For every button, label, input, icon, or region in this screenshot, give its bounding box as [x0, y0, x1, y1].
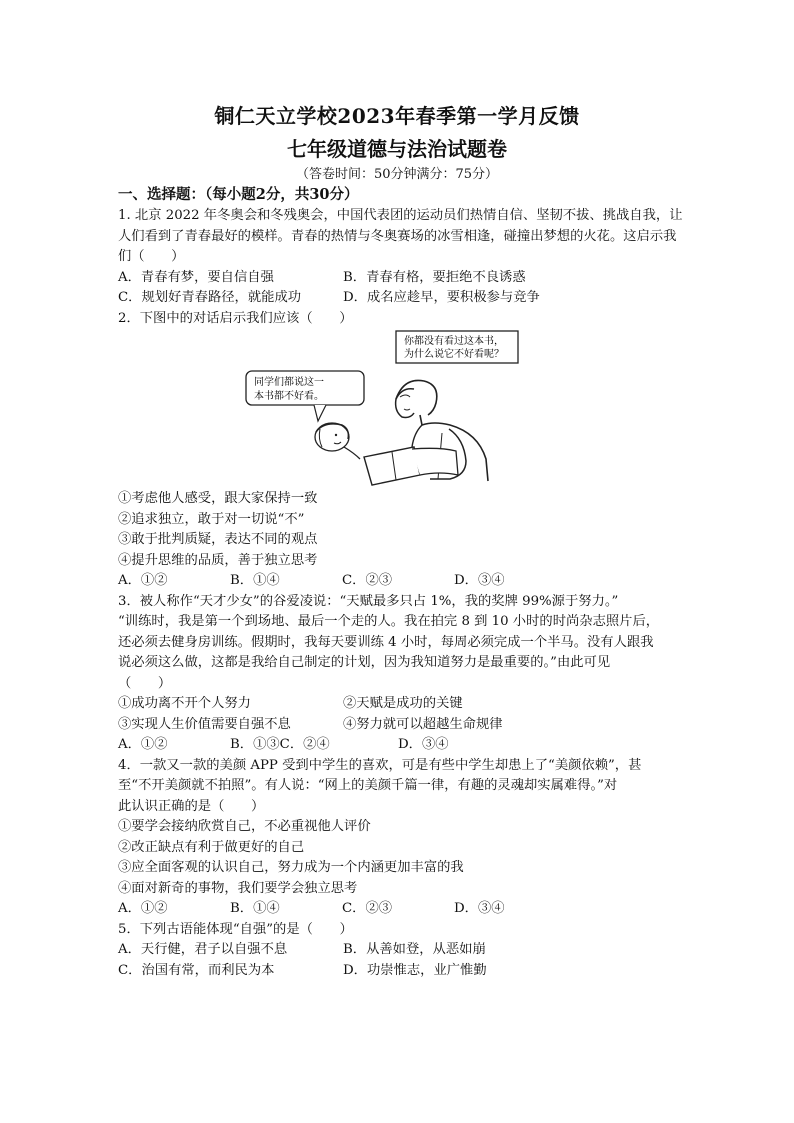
question-4-stem-line1: 4．一款又一款的美颜 APP 受到中学生的喜欢，可是有些中学生却患上了“美颜依赖”，甚 [118, 757, 642, 773]
question-3-stem-line1: 3．被人称作“天才少女”的谷爱凌说：“天赋最多只占 1%，我的奖牌 99%源于努力。” [118, 593, 619, 609]
question-1-options-row2 [118, 288, 683, 309]
option-d: D．成名应趁早，要积极参与竞争 [343, 290, 540, 305]
question-3-statement-2: ②天赋是成功的关键 [343, 696, 463, 711]
choice-a: A．①② [118, 901, 168, 916]
question-2-statement-1: ①考虑他人感受，跟大家保持一致 [118, 491, 318, 506]
option-b: B．从善如登，从恶如崩 [343, 942, 486, 957]
bubble-right-line1: 你都没有看过这本书， [404, 336, 504, 347]
question-1-options-row1 [118, 268, 683, 289]
bubble-left-line2: 本书都不好看。 [254, 391, 324, 402]
exam-subject-title: 七年级道德与法治试题卷 [287, 137, 507, 161]
question-5-stem: 5．下列古语能体现“自强”的是（ ） [118, 921, 353, 937]
question-3-statement-3: ③实现人生价值需要自强不息 [118, 716, 291, 732]
question-4-statement-1: ①要学会接纳欣赏自己，不必重视他人评价 [118, 819, 371, 834]
question-3-choices [118, 735, 683, 756]
choice-b: B．①④ [230, 901, 280, 916]
choice-d: D．③④ [454, 901, 505, 916]
option-c: C．治国有常，而利民为本 [118, 962, 275, 978]
question-4-statement-2: ②改正缺点有利于做更好的自己 [118, 839, 305, 855]
option-b: B．青春有格，要拒绝不良诱惑 [343, 269, 526, 285]
choice-a: A．①② [118, 737, 168, 752]
exam-time-score: （答卷时间：50分钟满分：75分） [295, 167, 499, 182]
question-3-statement-4: ④努力就可以超越生命规律 [343, 716, 503, 732]
student-figure [315, 423, 360, 459]
choice-c: C．②③ [342, 573, 393, 588]
question-4-statement-3: ③应全面客观的认识自己，努力成为一个内涵更加丰富的我 [118, 860, 464, 875]
choice-a: A．①② [118, 573, 168, 588]
bubble-right-line2: 为什么说它不好看呢？ [404, 349, 504, 360]
question-4-choices [118, 899, 683, 920]
bubble-left-line1: 同学们都说这一 [254, 377, 324, 388]
option-c: C．规划好青春路径，就能成功 [118, 290, 302, 305]
choice-d: D．③④ [454, 573, 505, 588]
choice-b: B．①④ [230, 573, 280, 588]
option-d: D．功崇惟志，业广惟勤 [343, 962, 487, 978]
question-2-stem: 2．下图中的对话启示我们应该（ ） [118, 310, 353, 326]
exam-title: 铜仁天立学校2023年春季第一学月反馈 [214, 104, 580, 128]
question-3-statement-1: ①成功离不开个人努力 [118, 696, 251, 711]
question-4-stem-line2: 至“不开美颜就不拍照”。有人说：“网上的美颜千篇一律，有趣的灵魂却实属难得。”对 [118, 778, 618, 793]
dialogue-illustration [118, 329, 683, 489]
question-3-stem-line2: “训练时，我是第一个到场地、最后一个走的人。我在拍完 8 到 10 小时的时尚杂志照片后， [118, 614, 660, 629]
question-4-statement-4: ④面对新奇的事物，我们要学会独立思考 [118, 880, 358, 896]
question-4-stem-line3: 此认识正确的是（ ） [118, 798, 265, 814]
question-3-stem-line4: 说必须这么做，这都是我给自己制定的计划，因为我知道努力是最重要的。”由此可见 [118, 655, 611, 670]
question-5-options-row2 [118, 961, 683, 982]
dialogue-image [244, 329, 544, 487]
question-2-statement-2: ②追求独立，敢于对一切说“不” [118, 511, 305, 527]
choice-b-c: B．①③C．②④ [230, 737, 330, 752]
question-2-statement-3: ③敢于批判质疑，表达不同的观点 [118, 532, 318, 547]
question-3-stem-line3: 还必须去健身房训练。假期时，我每天要训练 4 小时，每周必须完成一个半马。没有人跟我 [118, 634, 654, 650]
choice-d: D．③④ [398, 737, 449, 752]
choice-c: C．②③ [342, 901, 393, 916]
option-a: A．青春有梦，要自信自强 [118, 269, 274, 285]
question-3-statements-row2 [118, 715, 683, 736]
question-2-choices [118, 571, 683, 592]
question-5-options-row1 [118, 940, 683, 961]
option-a: A．天行健，君子以自强不息 [118, 942, 288, 957]
exam-content [118, 184, 683, 981]
question-3-stem-line5: （ ） [118, 675, 172, 691]
question-1-stem: 1. 北京 2022 年冬奥会和冬残奥会，中国代表团的运动员们热情自信、坚韧不拔、挑战自我，让人们看到了青春最好的模样。青春的热情与冬奥赛场的冰雪相逢，碰撞出梦想的火花。这启示我们（ ） [118, 208, 683, 264]
question-3-statements-row1 [118, 694, 683, 715]
section-heading: 一、选择题：（每小题2分，共30分） [118, 186, 359, 203]
question-2-statement-4: ④提升思维的品质，善于独立思考 [118, 552, 318, 568]
